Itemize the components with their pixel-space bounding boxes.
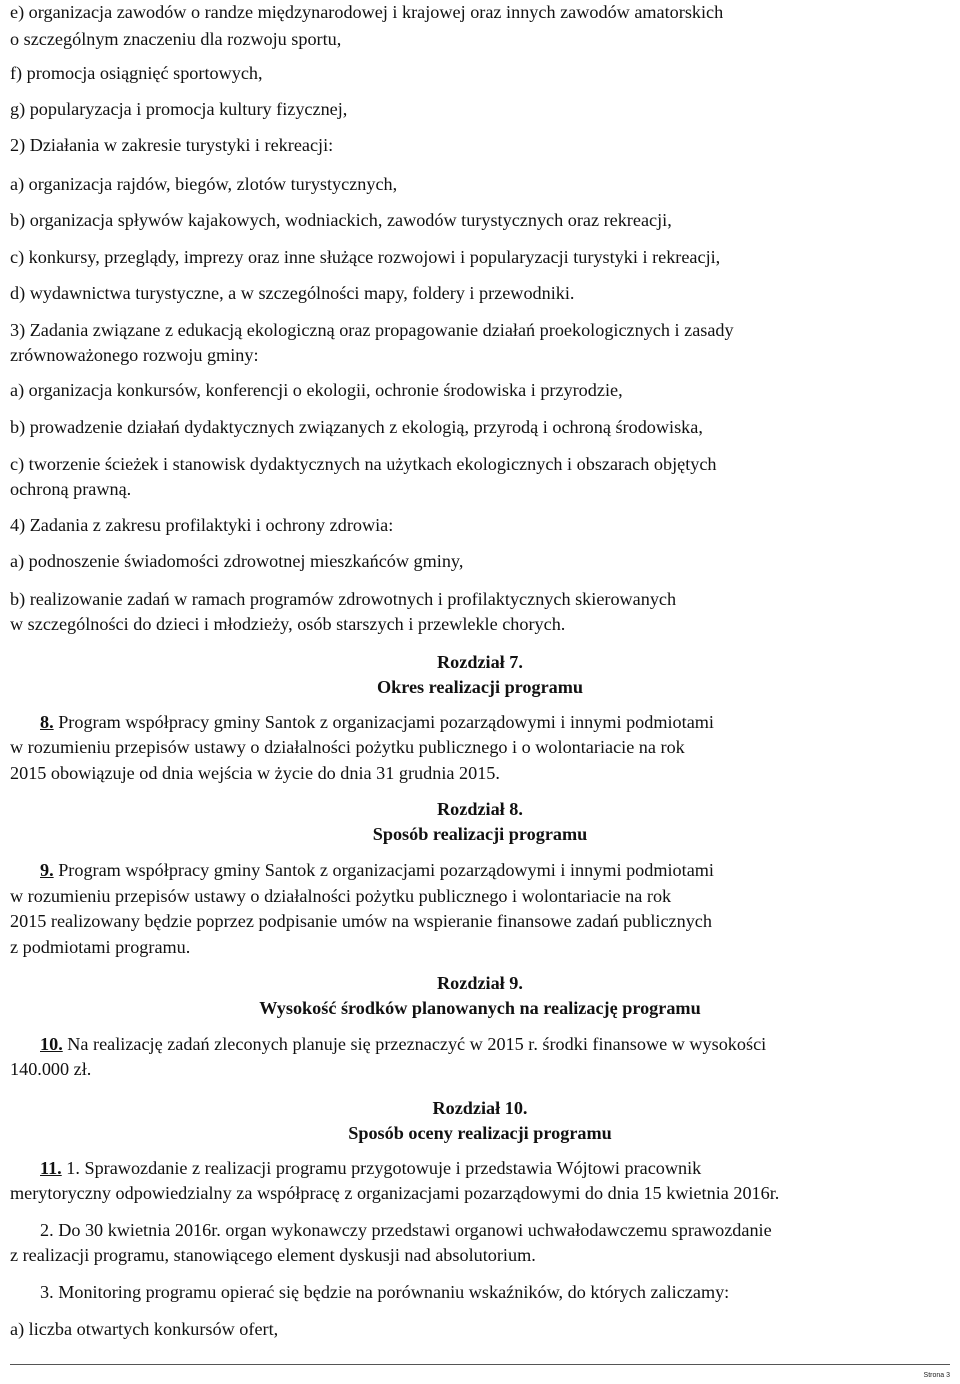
section-2-item-d: d) wydawnictwa turystyczne, a w szczególności mapy, foldery i przewodniki. (10, 283, 575, 303)
paragraph-9-number: 9. (40, 860, 54, 880)
chapter-9-title: Wysokość środków planowanych na realizację programu (259, 998, 701, 1018)
chapter-7-heading: Rozdział 7. (437, 652, 523, 672)
section-4-item-b-line2: w szczególności do dzieci i młodzieży, osób starszych i przewlekle chorych. (10, 614, 566, 634)
section-2-item-a: a) organizacja rajdów, biegów, zlotów turystycznych, (10, 174, 398, 194)
item-e-line2: o szczególnym znaczeniu dla rozwoju sportu, (10, 29, 342, 49)
paragraph-9-line3: 2015 realizowany będzie poprzez podpisanie umów na wspieranie finansowe zadań publicznych (10, 911, 712, 931)
paragraph-8-text: Program współpracy gminy Santok z organizacjami pozarządowymi i innymi podmiotami (58, 712, 714, 732)
paragraph-8-line2: w rozumieniu przepisów ustawy o działalności pożytku publicznego i o wolontariacie na rok (10, 737, 685, 757)
paragraph-8-line3: 2015 obowiązuje od dnia wejścia w życie do dnia 31 grudnia 2015. (10, 763, 500, 783)
paragraph-9-line1 (10, 858, 950, 882)
paragraph-11-line1 (10, 1156, 950, 1180)
section-2-item-b: b) organizacja spływów kajakowych, wodniackich, zawodów turystycznych oraz rekreacji, (10, 210, 672, 230)
section-3-item-c-line1: c) tworzenie ścieżek i stanowisk dydaktycznych na użytkach ekologicznych i obszarach objętych (10, 454, 717, 474)
paragraph-11-number: 11. (40, 1158, 62, 1178)
paragraph-8-line1 (10, 710, 950, 734)
item-g: g) popularyzacja i promocja kultury fizycznej, (10, 99, 348, 119)
paragraph-10-line2: 140.000 zł. (10, 1059, 92, 1079)
paragraph-11-2-text: 2. Do 30 kwietnia 2016r. organ wykonawczy przedstawi organowi uchwałodawczemu sprawozdanie (40, 1220, 772, 1240)
chapter-9-heading: Rozdział 9. (437, 973, 523, 993)
paragraph-9-line4: z podmiotami programu. (10, 937, 191, 957)
section-3-heading-line1: 3) Zadania związane z edukacją ekologiczną oraz propagowanie działań proekologicznych i zasady (10, 320, 734, 340)
section-4-item-a: a) podnoszenie świadomości zdrowotnej mieszkańców gminy, (10, 551, 464, 571)
item-e-line1: e) organizacja zawodów o randze międzynarodowej i krajowej oraz innych zawodów amatorskich (10, 2, 724, 22)
paragraph-11-3 (10, 1280, 950, 1304)
chapter-7-title: Okres realizacji programu (376, 677, 584, 697)
section-4-heading: 4) Zadania z zakresu profilaktyki i ochrony zdrowia: (10, 515, 394, 535)
section-4-item-b-line1: b) realizowanie zadań w ramach programów zdrowotnych i profilaktycznych skierowanych (10, 589, 677, 609)
section-3-item-c-line2: ochroną prawną. (10, 479, 132, 499)
paragraph-10-text: Na realizację zadań zleconych planuje się przeznaczyć w 2015 r. środki finansowe w wysokości (67, 1034, 767, 1054)
paragraph-9-line2: w rozumieniu przepisów ustawy o działalności pożytku publicznego i wolontariacie na rok (10, 886, 672, 906)
section-2-item-c: c) konkursy, przeglądy, imprezy oraz inne służące rozwojowi i popularyzacji turystyki i rekreacji, (10, 247, 721, 267)
paragraph-10-line1 (10, 1032, 950, 1056)
chapter-10-title: Sposób oceny realizacji programu (348, 1123, 612, 1143)
paragraph-11-2-line1 (10, 1218, 950, 1242)
paragraph-11-line2: merytoryczny odpowiedzialny za współpracę z organizacjami pozarządowymi do dnia 15 kwietnia 2016r. (10, 1183, 780, 1203)
item-f: f) promocja osiągnięć sportowych, (10, 63, 263, 83)
paragraph-11-3-text: 3. Monitoring programu opierać się będzie na porównaniu wskaźników, do których zaliczamy: (40, 1282, 730, 1302)
section-3-item-a: a) organizacja konkursów, konferencji o ekologii, ochronie środowiska i przyrodzie, (10, 380, 623, 400)
footer-divider (10, 1364, 950, 1365)
section-3-heading-line2: zrównoważonego rozwoju gminy: (10, 345, 259, 365)
chapter-8-heading: Rozdział 8. (437, 799, 523, 819)
paragraph-8-number: 8. (40, 712, 54, 732)
paragraph-11-2-line2: z realizacji programu, stanowiącego element dyskusji nad absolutorium. (10, 1245, 536, 1265)
page-number: Strona 3 (923, 1372, 950, 1379)
paragraph-11-3-item-a: a) liczba otwartych konkursów ofert, (10, 1319, 279, 1339)
chapter-8-title: Sposób realizacji programu (372, 824, 588, 844)
section-3-item-b: b) prowadzenie działań dydaktycznych związanych z ekologią, przyrodą i ochroną środowiska, (10, 417, 703, 437)
section-2-heading: 2) Działania w zakresie turystyki i rekreacji: (10, 135, 334, 155)
paragraph-10-number: 10. (40, 1034, 63, 1054)
paragraph-9-text: Program współpracy gminy Santok z organizacjami pozarządowymi i innymi podmiotami (58, 860, 714, 880)
paragraph-11-text: 1. Sprawozdanie z realizacji programu przygotowuje i przedstawia Wójtowi pracownik (66, 1158, 702, 1178)
chapter-10-heading: Rozdział 10. (432, 1098, 528, 1118)
